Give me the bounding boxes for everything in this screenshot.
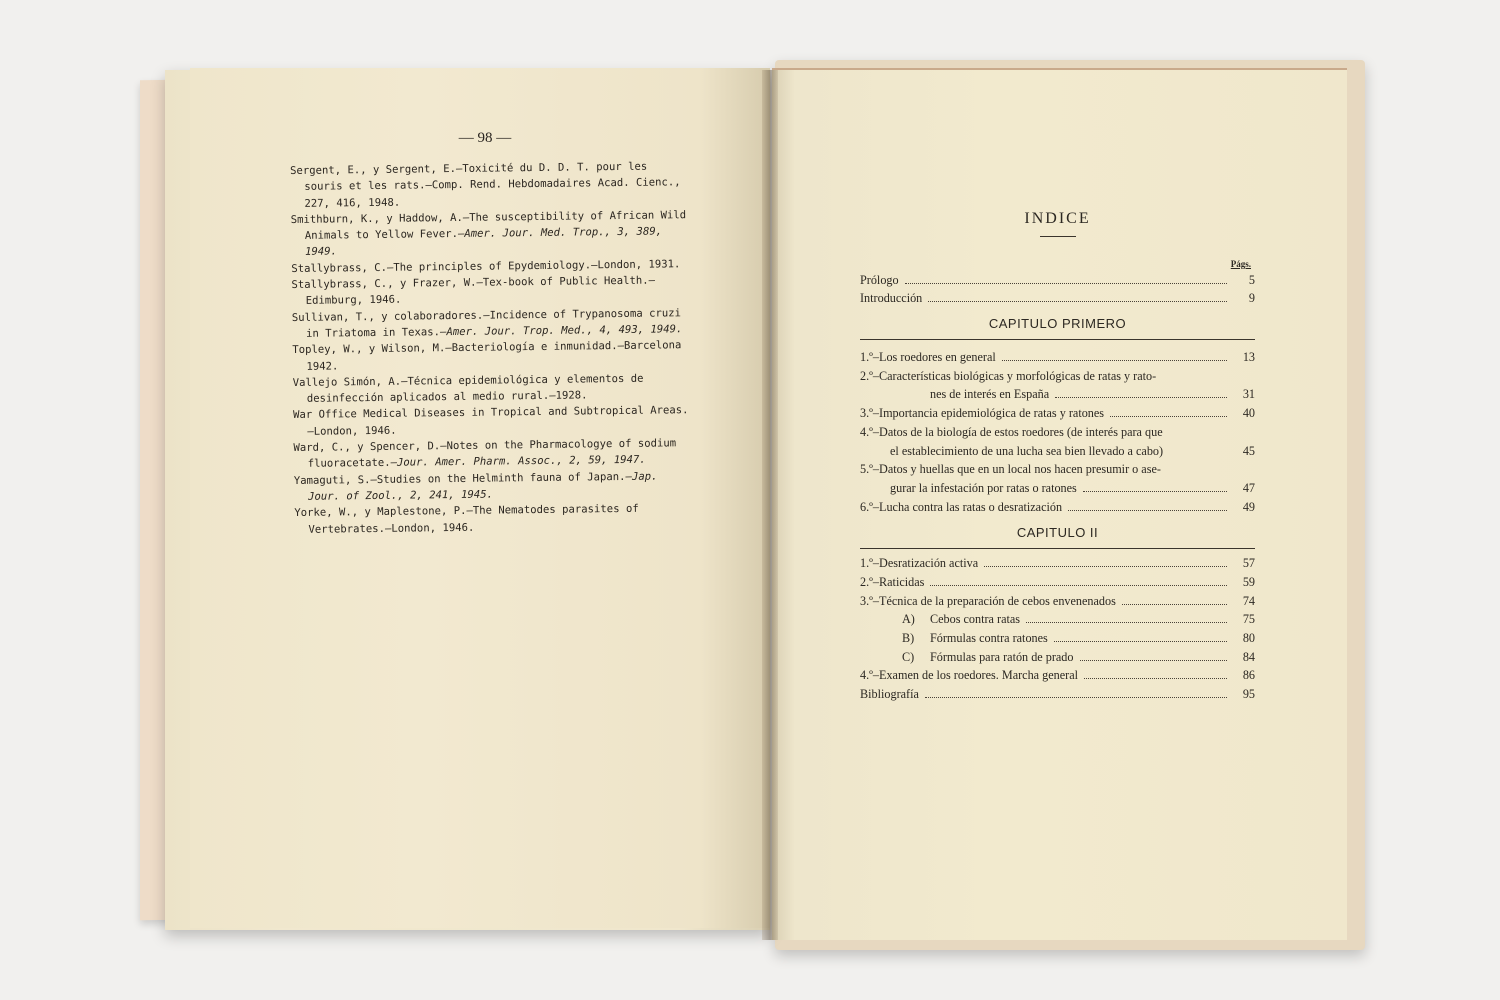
toc-entry: 2.º–Características biológicas y morfológicas de ratas y rato- — [860, 368, 1157, 383]
toc-entry: 3.º–Técnica de la preparación de cebos envenenados 74 — [860, 593, 1255, 608]
book-gutter — [762, 70, 778, 940]
bibliography-list — [290, 158, 695, 538]
bibliography-entry: Stallybrass, C., y Frazer, W.—Tex-book of Public Health.—Edimburg, 1946. — [291, 274, 656, 308]
toc-sub-entry: C) Fórmulas para ratón de prado 84 — [902, 649, 1255, 664]
divider — [860, 548, 1255, 549]
toc-entry-continuation: gurar la infestación por ratas o ratones 47 — [890, 480, 1255, 495]
toc-entry: 4.º–Examen de los roedores. Marcha general 86 — [860, 668, 1255, 683]
bibliography-entry: Sullivan, T., y colaboradores.—Incidence of Trypanosoma cruzi in Triatoma in Texas.—Amer. Jour. Trop. Med., 4, 493, 1949. — [291, 306, 683, 340]
bibliography-entry: Stallybrass, C.—The principles of Epydemiology.—London, 1931. — [291, 258, 681, 275]
toc-entry: Prólogo 5 — [860, 272, 1255, 287]
chapter-heading: CAPITULO PRIMERO — [988, 316, 1127, 332]
toc-entry: 2.º–Raticidas 59 — [860, 574, 1255, 589]
toc-entry: Introducción 9 — [860, 291, 1255, 306]
chapter-heading: CAPITULO II — [1016, 524, 1099, 540]
bibliography-entry: Topley, W., y Wilson, M.—Bacteriología e inmunidad.—Barcelona 1942. — [292, 339, 682, 373]
toc-entry: 6.º–Lucha contra las ratas o desratización 49 — [860, 499, 1255, 514]
toc-entry: 5.º–Datos y huellas que en un local nos hacen presumir o ase- — [860, 462, 1161, 477]
table-of-contents — [860, 210, 1255, 702]
toc-entry-continuation: nes de interés en España 31 — [930, 387, 1255, 402]
bibliography-entry: Sergent, E., y Sergent, E.—Toxicité du D. D. T. pour les souris et les rats.—Comp. Rend. Hebdomadaires Acad. Cienc., 227, 416, 1948. — [290, 160, 681, 210]
toc-entry: 1.º–Desratización activa 57 — [860, 556, 1255, 571]
toc-entry-continuation: el establecimiento de una lucha sea bien llevado a cabo) 45 — [890, 443, 1255, 458]
bibliography-entry: War Office Medical Diseases in Tropical and Subtropical Areas.—London, 1946. — [293, 404, 689, 438]
bibliography-entry: Vallejo Simón, A.—Técnica epidemiológica y elementos de desinfección aplicados al medio rural.—1928. — [292, 372, 644, 405]
toc-entry: Bibliografía 95 — [860, 687, 1255, 702]
bibliography-entry: Yamaguti, S.—Studies on the Helminth fauna of Japan.—Jap. Jour. of Zool., 2, 241, 1945. — [293, 470, 658, 503]
title-rule — [1040, 236, 1076, 237]
pages-column-label: Págs. — [1230, 259, 1251, 269]
bibliography-entry: Yorke, W., y Maplestone, P.—The Nematodes parasites of Vertebrates.—London, 1946. — [294, 503, 639, 536]
toc-entry: 4.º–Datos de la biología de estos roedores (de interés para que — [860, 424, 1163, 439]
bibliography-entry: Smithburn, K., y Haddow, A.—The susceptibility of African Wild Animals to Yellow Fever.—Amer. Jour. Med. Trop., 3, 389, 1949. — [290, 209, 687, 259]
page-number: — 98 — — [458, 130, 512, 146]
divider — [860, 339, 1255, 340]
toc-entry: 1.º–Los roedores en general 13 — [860, 350, 1255, 365]
toc-entry: 3.º–Importancia epidemiológica de ratas y ratones 40 — [860, 406, 1255, 421]
bibliography-entry: Ward, C., y Spencer, D.—Notes on the Pharmacologye of sodium fluoracetate.—Jour. Amer. Pharm. Assoc., 2, 59, 1947. — [293, 437, 677, 471]
toc-sub-entry: A) Cebos contra ratas 75 — [902, 612, 1255, 627]
toc-title: INDICE — [1024, 210, 1091, 227]
toc-sub-entry: B) Fórmulas contra ratones 80 — [902, 631, 1255, 645]
